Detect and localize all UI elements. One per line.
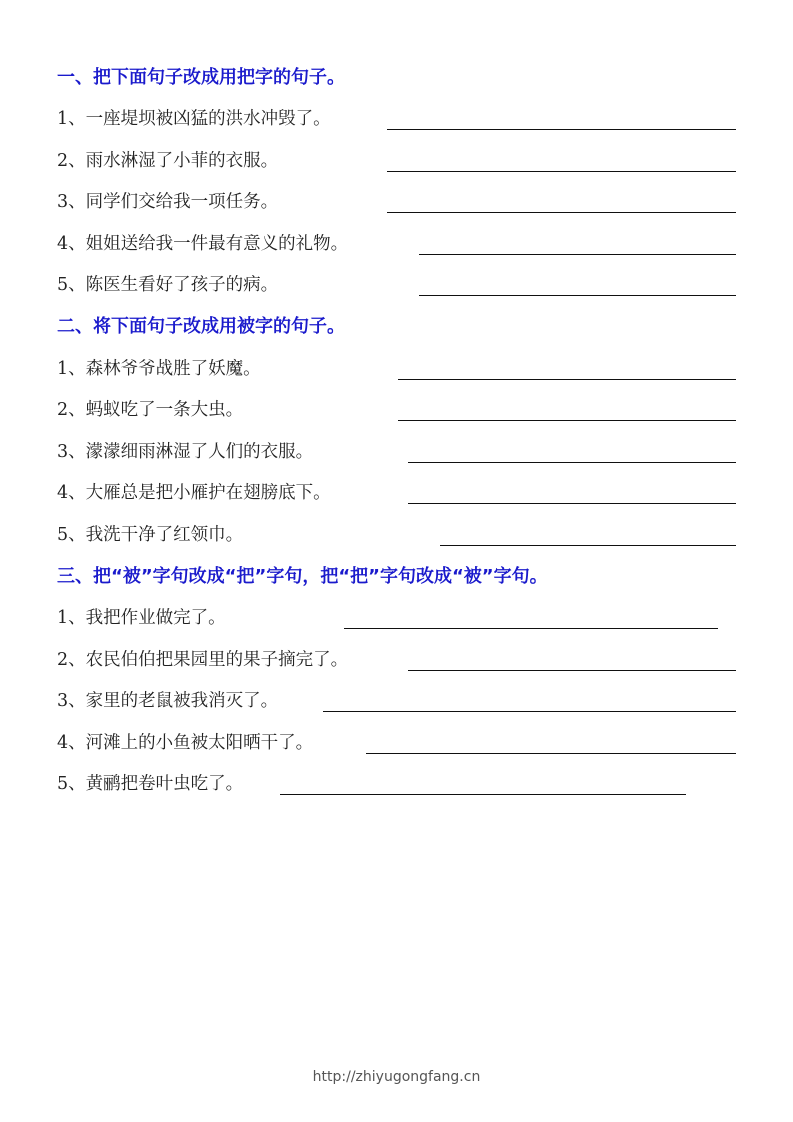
s3-item-1: 1、我把作业做完了。 [57,608,226,628]
s1-item-3: 3、同学们交给我一项任务。 [57,192,279,212]
s3-answer-line-1[interactable] [344,628,718,629]
s2-answer-line-5[interactable] [440,545,736,546]
s2-answer-line-4[interactable] [408,503,736,504]
s2-item-3: 3、濛濛细雨淋湿了人们的衣服。 [57,442,314,462]
s1-answer-line-5[interactable] [419,295,736,296]
s3-answer-line-3[interactable] [323,711,736,712]
s1-answer-line-3[interactable] [387,212,736,213]
s2-answer-line-2[interactable] [398,420,736,421]
s1-item-1: 1、一座堤坝被凶猛的洪水冲毁了。 [57,109,331,129]
footer-url: http://zhiyugongfang.cn [312,1069,481,1085]
s2-item-1: 1、森林爷爷战胜了妖魔。 [57,359,261,379]
s1-answer-line-1[interactable] [387,129,736,130]
s1-item-2: 2、雨水淋湿了小菲的衣服。 [57,151,279,171]
s1-item-5: 5、陈医生看好了孩子的病。 [57,275,279,295]
s3-answer-line-5[interactable] [280,794,686,795]
s3-answer-line-2[interactable] [408,670,736,671]
s2-item-4: 4、大雁总是把小雁护在翅膀底下。 [57,483,331,503]
section-3-heading: 三、把“被”字句改成“把”字句，把“把”字句改成“被”字句。 [57,566,548,587]
s3-item-4: 4、河滩上的小鱼被太阳晒干了。 [57,733,314,753]
s2-answer-line-3[interactable] [408,462,736,463]
section-2-heading: 二、将下面句子改成用被字的句子。 [57,316,345,337]
s1-item-4: 4、姐姐送给我一件最有意义的礼物。 [57,234,349,254]
s3-answer-line-4[interactable] [366,753,736,754]
section-1-heading: 一、把下面句子改成用把字的句子。 [57,67,345,88]
s1-answer-line-2[interactable] [387,171,736,172]
s2-answer-line-1[interactable] [398,379,736,380]
s3-item-2: 2、农民伯伯把果园里的果子摘完了。 [57,650,349,670]
s2-item-5: 5、我洗干净了红领巾。 [57,525,244,545]
s1-answer-line-4[interactable] [419,254,736,255]
s2-item-2: 2、蚂蚁吃了一条大虫。 [57,400,244,420]
s3-item-3: 3、家里的老鼠被我消灭了。 [57,691,279,711]
s3-item-5: 5、黄鹂把卷叶虫吃了。 [57,774,244,794]
